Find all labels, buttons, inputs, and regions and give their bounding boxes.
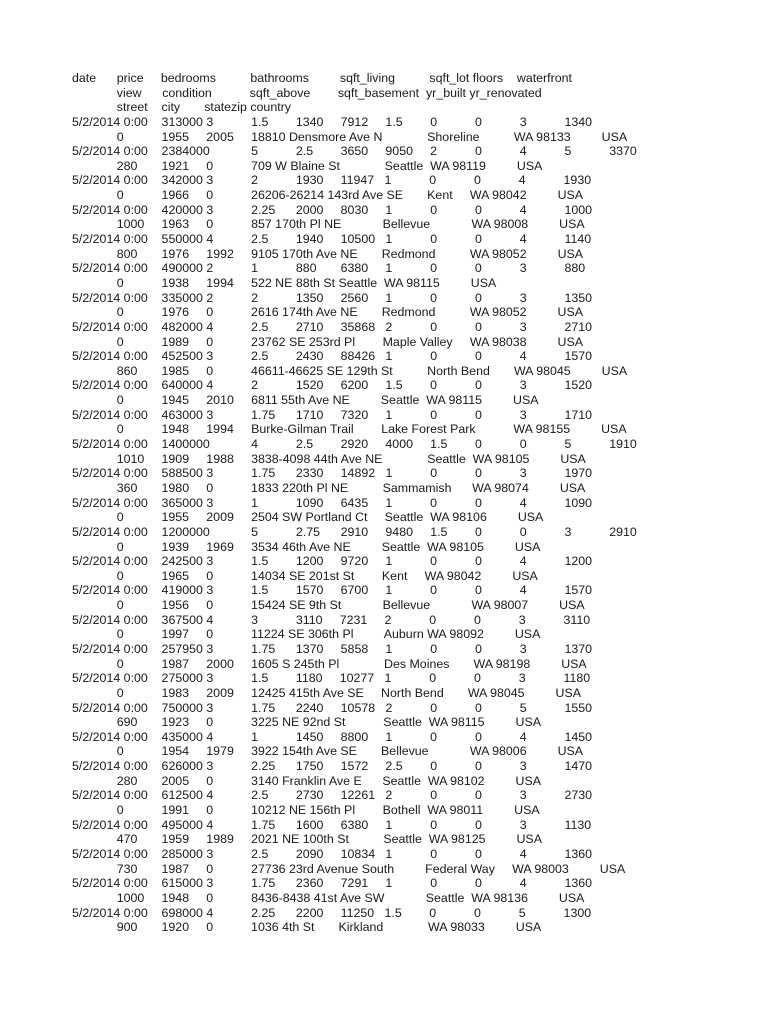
record-line-primary: 5/2/2014 0:00 420000 3 2.25 2000 8030 1 0 0 4 1000: [72, 202, 593, 217]
record-line-primary: 5/2/2014 0:00 275000 3 1.5 1180 10277 1 0 0 3 1180: [72, 671, 591, 686]
record-line-primary: 5/2/2014 0:00 626000 3 2.25 1750 1572 2.5 0 0 3 1470: [72, 759, 593, 774]
record-line-continuation: 0 1976 0 2616 174th Ave NE Redmond WA 98052 USA: [72, 305, 584, 320]
record-line-continuation: 0 1945 2010 6811 55th Ave NE Seattle WA 98115 USA: [72, 393, 539, 408]
record-line-continuation: 1000 1963 0 857 170th Pl NE Bellevue WA 98008 USA: [72, 217, 585, 232]
record-line-primary: 5/2/2014 0:00 588500 3 1.75 2330 14892 1 0 0 3 1970: [72, 466, 593, 481]
record-line-primary: 5/2/2014 0:00 367500 4 3 3110 7231 2 0 0 3 3110: [72, 612, 591, 627]
record-line-primary: 5/2/2014 0:00 242500 3 1.5 1200 9720 1 0 0 4 1200: [72, 554, 593, 569]
record-line-primary: 5/2/2014 0:00 257950 3 1.75 1370 5858 1 0 0 3 1370: [72, 641, 593, 656]
record-line-continuation: 860 1985 0 46611-46625 SE 129th St North Bend WA 98045 USA: [72, 363, 628, 378]
record-line-primary: 5/2/2014 0:00 482000 4 2.5 2710 35868 2 0 0 3 2710: [72, 319, 593, 334]
record-line-primary: 5/2/2014 0:00 1200000 5 2.75 2910 9480 1.5 0 0 3 2910: [72, 524, 637, 539]
record-line-primary: 5/2/2014 0:00 342000 3 2 1930 11947 1 0 0 4 1930: [72, 173, 592, 188]
header-line: view condition sqft_above sqft_basement yr_built yr_renovated: [72, 85, 542, 100]
record-line-primary: 5/2/2014 0:00 2384000 5 2.5 3650 9050 2 0 4 5 3370: [72, 144, 637, 159]
record-line-continuation: 0 1966 0 26206-26214 143rd Ave SE Kent WA 98042 USA: [72, 188, 584, 203]
record-line-primary: 5/2/2014 0:00 335000 2 2 1350 2560 1 0 0 3 1350: [72, 290, 593, 305]
record-line-continuation: 1000 1948 0 8436-8438 41st Ave SW Seattle WA 98136 USA: [72, 890, 585, 905]
record-line-continuation: 730 1987 0 27736 23rd Avenue South Federal Way WA 98003 USA: [72, 861, 626, 876]
record-line-continuation: 0 1955 2009 2504 SW Portland Ct Seattle WA 98106 USA: [72, 510, 544, 525]
record-line-continuation: 280 2005 0 3140 Franklin Ave E Seattle WA 98102 USA: [72, 773, 542, 788]
record-line-primary: 5/2/2014 0:00 285000 3 2.5 2090 10834 1 0 0 4 1360: [72, 846, 593, 861]
record-line-primary: 5/2/2014 0:00 490000 2 1 880 6380 1 0 0 3 880: [72, 261, 586, 276]
record-line-continuation: 0 1954 1979 3922 154th Ave SE Bellevue WA 98006 USA: [72, 744, 584, 759]
record-line-continuation: 690 1923 0 3225 NE 92nd St Seattle WA 98115 USA: [72, 715, 542, 730]
record-line-continuation: 900 1920 0 1036 4th St Kirkland WA 98033 USA: [72, 920, 542, 935]
record-line-continuation: 0 1983 2009 12425 415th Ave SE North Bend WA 98045 USA: [72, 685, 581, 700]
record-line-continuation: 0 1989 0 23762 SE 253rd Pl Maple Valley WA 98038 USA: [72, 334, 584, 349]
record-line-primary: 5/2/2014 0:00 1400000 4 2.5 2920 4000 1.5 0 0 5 1910: [72, 437, 637, 452]
record-line-primary: 5/2/2014 0:00 698000 4 2.25 2200 11250 1.5 0 0 5 1300: [72, 905, 592, 920]
record-line-primary: 5/2/2014 0:00 365000 3 1 1090 6435 1 0 0 4 1090: [72, 495, 593, 510]
record-line-continuation: 360 1980 0 1833 220th Pl NE Sammamish WA 98074 USA: [72, 480, 586, 495]
record-line-primary: 5/2/2014 0:00 640000 4 2 1520 6200 1.5 0 0 3 1520: [72, 378, 593, 393]
record-line-continuation: 280 1921 0 709 W Blaine St Seattle WA 98119 USA: [72, 158, 543, 173]
record-line-continuation: 0 1991 0 10212 NE 156th Pl Bothell WA 98011 USA: [72, 803, 540, 818]
header-line: street city statezip country: [72, 100, 291, 115]
record-line-primary: 5/2/2014 0:00 615000 3 1.75 2360 7291 1 0 0 4 1360: [72, 876, 593, 891]
record-line-primary: 5/2/2014 0:00 495000 4 1.75 1600 6380 1 0 0 3 1130: [72, 817, 592, 832]
record-line-primary: 5/2/2014 0:00 612500 4 2.5 2730 12261 2 0 0 3 2730: [72, 788, 593, 803]
record-line-continuation: 0 1997 0 11224 SE 306th Pl Auburn WA 98092 USA: [72, 627, 541, 642]
record-line-continuation: 0 1955 2005 18810 Densmore Ave N Shoreline WA 98133 USA: [72, 129, 628, 144]
record-line-continuation: 0 1965 0 14034 SE 201st St Kent WA 98042 USA: [72, 568, 538, 583]
record-line-continuation: 1010 1909 1988 3838-4098 44th Ave NE Seattle WA 98105 USA: [72, 451, 586, 466]
header-line: date price bedrooms bathrooms sqft_living sqft_lot floors waterfront: [72, 71, 572, 85]
tsv-text-body: [72, 71, 762, 935]
record-line-primary: 5/2/2014 0:00 452500 3 2.5 2430 88426 1 0 0 4 1570: [72, 349, 593, 364]
record-line-primary: 5/2/2014 0:00 750000 3 1.75 2240 10578 2 0 0 5 1550: [72, 700, 593, 715]
record-line-continuation: 800 1976 1992 9105 170th Ave NE Redmond WA 98052 USA: [72, 246, 584, 261]
record-line-continuation: 0 1938 1994 522 NE 88th St Seattle WA 98115 USA: [72, 275, 497, 290]
record-line-continuation: 0 1956 0 15424 SE 9th St Bellevue WA 98007 USA: [72, 598, 585, 613]
record-line-continuation: 0 1939 1969 3534 46th Ave NE Seattle WA 98105 USA: [72, 539, 541, 554]
record-line-continuation: 470 1959 1989 2021 NE 100th St Seattle WA 98125 USA: [72, 832, 542, 847]
record-line-primary: 5/2/2014 0:00 435000 4 1 1450 8800 1 0 0 4 1450: [72, 729, 593, 744]
record-line-primary: 5/2/2014 0:00 313000 3 1.5 1340 7912 1.5 0 0 3 1340: [72, 114, 593, 129]
record-line-continuation: 0 1948 1994 Burke-Gilman Trail Lake Forest Park WA 98155 USA: [72, 422, 627, 437]
record-line-primary: 5/2/2014 0:00 550000 4 2.5 1940 10500 1 0 0 4 1140: [72, 232, 592, 247]
record-line-continuation: 0 1987 2000 1605 S 245th Pl Des Moines WA 98198 USA: [72, 656, 587, 671]
record-line-primary: 5/2/2014 0:00 419000 3 1.5 1570 6700 1 0 0 4 1570: [72, 583, 593, 598]
record-line-primary: 5/2/2014 0:00 463000 3 1.75 1710 7320 1 0 0 3 1710: [72, 407, 593, 422]
